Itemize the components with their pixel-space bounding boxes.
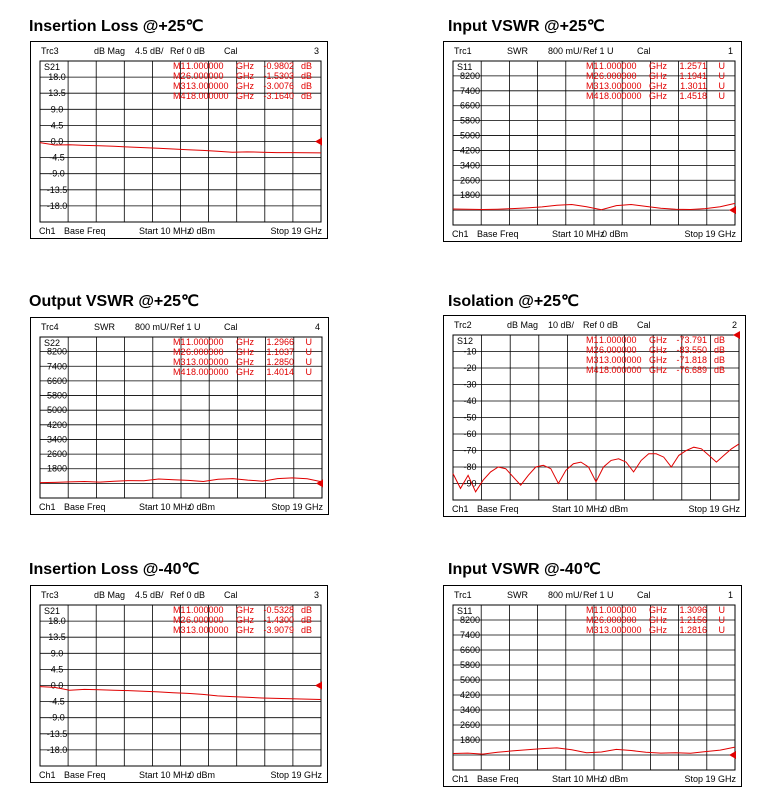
y-tick-label: 18.0	[48, 72, 66, 83]
y-tick-label: 1800	[46, 463, 68, 474]
marker-vunit: U	[305, 337, 312, 347]
y-tick-label: 5800	[46, 390, 68, 401]
reference-level-marker	[315, 138, 322, 146]
marker-freq: 13.000000	[186, 625, 229, 635]
chart-svg	[444, 586, 741, 786]
footer-stop: Stop 19 GHz	[270, 770, 322, 780]
marker-freq: 1.000000	[599, 335, 637, 345]
ref-label: Ref 1 U	[583, 590, 614, 600]
format-label: dB Mag	[507, 320, 539, 330]
marker-unit: GHz	[649, 355, 667, 365]
footer-power: 0 dBm	[189, 502, 216, 512]
marker-value: -0.5328	[263, 605, 294, 615]
marker-vunit: dB	[300, 615, 312, 625]
marker-vunit: dB	[713, 365, 725, 375]
panel-title: Output VSWR @+25℃	[29, 293, 200, 310]
panel-title: Isolation @+25℃	[448, 293, 579, 310]
marker-id: M3	[173, 81, 186, 91]
y-tick-label: -30	[463, 379, 477, 390]
marker-vunit: U	[305, 357, 312, 367]
panel-title: Input VSWR @+25℃	[448, 18, 605, 35]
format-label: dB Mag	[94, 46, 126, 56]
marker-unit: GHz	[236, 91, 254, 101]
channel-number: 4	[314, 322, 320, 332]
y-tick-label: 6600	[459, 645, 481, 655]
marker-unit: GHz	[649, 71, 667, 81]
y-tick-label: -70	[463, 445, 477, 456]
marker-unit: GHz	[649, 605, 667, 615]
footer-start: Start 10 MHz	[552, 229, 605, 239]
y-tick-label: 2600	[459, 720, 481, 730]
marker-id: M1	[586, 335, 599, 345]
marker-value: 1.2156	[679, 615, 707, 625]
marker-value: -1.4300	[263, 615, 294, 625]
footer-base-freq: Base Freq	[64, 770, 106, 780]
marker-unit: GHz	[649, 61, 667, 71]
marker-freq: 18.000000	[599, 365, 642, 375]
footer-channel: Ch1	[39, 502, 56, 512]
marker-value: 1.3011	[680, 81, 707, 91]
footer-stop: Stop 19 GHz	[684, 229, 736, 239]
y-tick-label: 6600	[46, 375, 68, 386]
marker-unit: GHz	[236, 367, 254, 377]
marker-id: M2	[586, 345, 599, 355]
marker-vunit: dB	[300, 61, 312, 71]
y-tick-label: 5000	[459, 130, 481, 141]
trace-label: Trc4	[41, 322, 59, 332]
marker-vunit: dB	[713, 345, 725, 355]
marker-id: M2	[173, 615, 186, 625]
marker-value: -3.1640	[263, 91, 294, 101]
footer-channel: Ch1	[39, 770, 56, 780]
trace-label: Trc1	[454, 590, 472, 600]
y-tick-label: 6600	[459, 100, 481, 111]
footer-channel: Ch1	[452, 504, 469, 514]
ref-label: Ref 0 dB	[170, 46, 206, 56]
channel-number: 3	[313, 46, 319, 56]
scale-label: 4.5 dB/	[135, 590, 164, 600]
marker-id: M1	[586, 605, 599, 615]
footer-base-freq: Base Freq	[477, 229, 519, 239]
reference-level-marker	[729, 751, 736, 759]
footer-stop: Stop 19 GHz	[270, 226, 322, 236]
y-tick-label: -50	[463, 412, 477, 423]
marker-unit: GHz	[649, 625, 667, 635]
y-tick-label: 8200	[459, 615, 481, 625]
marker-freq: 18.000000	[599, 91, 642, 101]
ref-label: Ref 0 dB	[583, 320, 619, 330]
trace-label: Trc1	[454, 46, 472, 56]
analyzer-screen	[30, 41, 328, 239]
chart-svg	[444, 42, 741, 241]
marker-id: M4	[586, 365, 599, 375]
marker-id: M1	[173, 337, 186, 347]
marker-id: M3	[586, 355, 599, 365]
ref-label: Ref 1 U	[170, 322, 201, 332]
marker-value: 1.2966	[266, 337, 294, 347]
footer-base-freq: Base Freq	[64, 226, 106, 236]
marker-freq: 13.000000	[599, 625, 642, 635]
footer-start: Start 10 MHz	[139, 226, 192, 236]
marker-id: M2	[173, 71, 186, 81]
y-tick-label: -18.0	[46, 744, 68, 755]
trace-label: Trc2	[454, 320, 472, 330]
marker-value: -76.689	[676, 365, 707, 375]
cal-label: Cal	[637, 320, 651, 330]
marker-vunit: dB	[300, 81, 312, 91]
marker-vunit: dB	[300, 625, 312, 635]
marker-unit: GHz	[236, 71, 254, 81]
marker-unit: GHz	[649, 345, 667, 355]
marker-id: M4	[173, 367, 186, 377]
y-tick-label: -60	[463, 429, 477, 439]
marker-vunit: U	[305, 347, 312, 357]
marker-value: 1.1941	[679, 71, 707, 81]
marker-vunit: U	[718, 61, 725, 71]
marker-value: -73.791	[676, 335, 707, 345]
y-tick-label: 0.0	[50, 136, 64, 147]
y-tick-label: 7400	[459, 85, 481, 96]
marker-vunit: U	[718, 625, 725, 635]
chart-svg	[444, 316, 745, 516]
y-tick-label: -18.0	[46, 200, 68, 211]
param-label: S12	[457, 336, 474, 346]
marker-freq: 1.000000	[186, 337, 224, 347]
y-tick-label: 4200	[459, 690, 481, 700]
panel-title: Insertion Loss @-40℃	[29, 561, 200, 578]
marker-id: M2	[586, 615, 599, 625]
y-tick-label: 4200	[459, 145, 481, 156]
y-tick-label: 5800	[459, 115, 481, 126]
y-tick-label: 1800	[459, 735, 481, 745]
footer-power: 0 dBm	[602, 229, 629, 239]
y-tick-label: -9.0	[49, 712, 65, 723]
chart-svg	[31, 318, 328, 514]
marker-id: M1	[173, 605, 186, 615]
chart-svg	[31, 42, 327, 238]
trace-label: Trc3	[41, 46, 59, 56]
y-tick-label: -20	[463, 363, 477, 373]
y-tick-label: -13.5	[46, 184, 68, 195]
footer-channel: Ch1	[39, 226, 56, 236]
footer-stop: Stop 19 GHz	[688, 504, 740, 514]
marker-vunit: dB	[713, 355, 725, 365]
format-label: SWR	[94, 322, 115, 332]
footer-start: Start 10 MHz	[139, 502, 192, 512]
y-tick-label: 13.5	[48, 632, 66, 643]
y-tick-label: 5800	[459, 660, 481, 670]
y-tick-label: -4.5	[49, 152, 65, 163]
marker-unit: GHz	[236, 81, 254, 91]
marker-unit: GHz	[236, 625, 254, 635]
cal-label: Cal	[637, 46, 651, 56]
channel-number: 2	[731, 320, 737, 330]
marker-freq: 1.000000	[599, 61, 637, 71]
marker-vunit: U	[718, 91, 725, 101]
footer-base-freq: Base Freq	[477, 504, 519, 514]
param-label: S11	[457, 606, 473, 616]
y-tick-label: 4.5	[50, 120, 64, 131]
panel-title: Input VSWR @-40℃	[448, 561, 601, 578]
y-tick-label: -80	[463, 462, 477, 472]
y-tick-label: -4.5	[49, 696, 65, 707]
analyzer-screen	[30, 585, 328, 783]
footer-start: Start 10 MHz	[552, 774, 605, 784]
y-tick-label: 4.5	[50, 664, 64, 675]
marker-value: -3.0076	[263, 81, 294, 91]
marker-freq: 18.000000	[186, 367, 229, 377]
marker-value: -83.550	[676, 345, 707, 355]
y-tick-label: 1800	[459, 190, 481, 201]
y-tick-label: 3400	[46, 434, 68, 445]
y-tick-label: -13.5	[46, 728, 68, 739]
cal-label: Cal	[224, 322, 238, 332]
reference-level-marker	[315, 682, 322, 690]
marker-vunit: U	[305, 367, 312, 377]
marker-unit: GHz	[236, 61, 254, 71]
analyzer-screen	[443, 585, 742, 787]
ref-label: Ref 0 dB	[170, 590, 206, 600]
cal-label: Cal	[224, 46, 238, 56]
footer-stop: Stop 19 GHz	[684, 774, 736, 784]
y-tick-label: 7400	[459, 630, 481, 640]
marker-vunit: U	[718, 71, 725, 81]
scale-label: 800 mU/	[135, 322, 170, 332]
y-tick-label: 3400	[459, 705, 481, 715]
param-label: S21	[44, 62, 61, 72]
panel-title: Insertion Loss @+25℃	[29, 18, 204, 35]
scale-label: 10 dB/	[548, 320, 575, 330]
cal-label: Cal	[224, 590, 238, 600]
format-label: SWR	[507, 590, 528, 600]
y-tick-label: 8200	[46, 346, 68, 357]
marker-unit: GHz	[649, 91, 667, 101]
analyzer-screen	[443, 315, 746, 517]
channel-number: 1	[727, 590, 733, 600]
marker-id: M4	[586, 91, 599, 101]
marker-unit: GHz	[649, 81, 667, 91]
y-tick-label: 2600	[46, 449, 68, 460]
analyzer-screen	[30, 317, 329, 515]
footer-channel: Ch1	[452, 774, 469, 784]
marker-value: -71.818	[676, 355, 707, 365]
marker-unit: GHz	[236, 357, 254, 367]
marker-unit: GHz	[236, 337, 254, 347]
marker-freq: 6.000000	[186, 347, 224, 357]
footer-stop: Stop 19 GHz	[271, 502, 323, 512]
scale-label: 4.5 dB/	[135, 46, 164, 56]
marker-vunit: dB	[300, 91, 312, 101]
footer-power: 0 dBm	[602, 774, 629, 784]
marker-freq: 1.000000	[186, 61, 224, 71]
y-tick-label: 2600	[459, 175, 481, 186]
footer-base-freq: Base Freq	[477, 774, 519, 784]
ref-label: Ref 1 U	[583, 46, 614, 56]
y-tick-label: 13.5	[48, 88, 66, 99]
footer-start: Start 10 MHz	[139, 770, 192, 780]
marker-freq: 6.000000	[599, 71, 637, 81]
trace-label: Trc3	[41, 590, 59, 600]
marker-freq: 6.000000	[599, 615, 637, 625]
marker-id: M3	[586, 81, 599, 91]
y-tick-label: 0.0	[50, 680, 64, 691]
footer-power: 0 dBm	[189, 226, 216, 236]
marker-id: M2	[173, 347, 186, 357]
scale-label: 800 mU/	[548, 46, 583, 56]
marker-vunit: dB	[300, 605, 312, 615]
marker-unit: GHz	[236, 615, 254, 625]
marker-value: 1.4518	[679, 91, 707, 101]
y-tick-label: 9.0	[50, 648, 64, 659]
marker-unit: GHz	[649, 615, 667, 625]
marker-id: M1	[586, 61, 599, 71]
marker-value: -1.5303	[263, 71, 294, 81]
marker-id: M4	[173, 91, 186, 101]
footer-base-freq: Base Freq	[64, 502, 106, 512]
marker-value: -0.9802	[263, 61, 294, 71]
reference-level-marker	[729, 206, 736, 214]
y-tick-label: 5000	[459, 675, 481, 685]
marker-value: 1.2571	[679, 61, 707, 71]
marker-id: M3	[173, 357, 186, 367]
y-tick-label: -40	[463, 396, 477, 406]
marker-unit: GHz	[236, 605, 254, 615]
analyzer-screen	[443, 41, 742, 242]
param-label: S21	[44, 606, 61, 616]
format-label: dB Mag	[94, 590, 126, 600]
marker-id: M2	[586, 71, 599, 81]
marker-freq: 13.000000	[599, 355, 642, 365]
y-tick-label: -9.0	[49, 168, 65, 179]
y-tick-label: 18.0	[48, 616, 66, 627]
param-label: S11	[457, 62, 473, 72]
channel-number: 3	[313, 590, 319, 600]
marker-value: 1.4014	[266, 367, 294, 377]
marker-freq: 1.000000	[186, 605, 224, 615]
y-tick-label: 8200	[459, 70, 481, 81]
scale-label: 800 mU/	[548, 590, 583, 600]
y-tick-label: 7400	[46, 361, 68, 372]
marker-id: M3	[173, 625, 186, 635]
marker-freq: 1.000000	[599, 605, 637, 615]
marker-freq: 6.000000	[186, 615, 224, 625]
channel-number: 1	[727, 46, 733, 56]
y-tick-label: 9.0	[50, 104, 64, 115]
marker-value: -3.9079	[263, 625, 294, 635]
footer-power: 0 dBm	[189, 770, 216, 780]
marker-value: 1.1037	[266, 347, 294, 357]
marker-vunit: dB	[713, 335, 725, 345]
marker-freq: 6.000000	[186, 71, 224, 81]
cal-label: Cal	[637, 590, 651, 600]
footer-start: Start 10 MHz	[552, 504, 605, 514]
marker-freq: 18.000000	[186, 91, 229, 101]
marker-value: 1.2850	[266, 357, 294, 367]
y-tick-label: -10	[463, 346, 477, 357]
marker-unit: GHz	[649, 365, 667, 375]
marker-unit: GHz	[236, 347, 254, 357]
marker-id: M3	[586, 625, 599, 635]
marker-freq: 13.000000	[599, 81, 642, 91]
y-tick-label: 3400	[459, 160, 481, 171]
marker-vunit: U	[718, 615, 725, 625]
marker-unit: GHz	[649, 335, 667, 345]
marker-vunit: U	[718, 605, 725, 615]
footer-channel: Ch1	[452, 229, 469, 239]
chart-svg	[31, 586, 327, 782]
marker-value: 1.2816	[679, 625, 707, 635]
marker-freq: 13.000000	[186, 81, 229, 91]
marker-freq: 13.000000	[186, 357, 229, 367]
reference-level-marker	[733, 331, 740, 339]
marker-vunit: dB	[300, 71, 312, 81]
marker-value: 1.3096	[679, 605, 707, 615]
marker-id: M1	[173, 61, 186, 71]
y-tick-label: 4200	[46, 419, 68, 430]
param-label: S22	[44, 338, 61, 348]
marker-freq: 6.000000	[599, 345, 637, 355]
y-tick-label: 5000	[46, 405, 68, 416]
footer-power: 0 dBm	[602, 504, 629, 514]
marker-vunit: U	[718, 81, 725, 91]
y-tick-label: -90	[463, 478, 477, 489]
format-label: SWR	[507, 46, 528, 56]
